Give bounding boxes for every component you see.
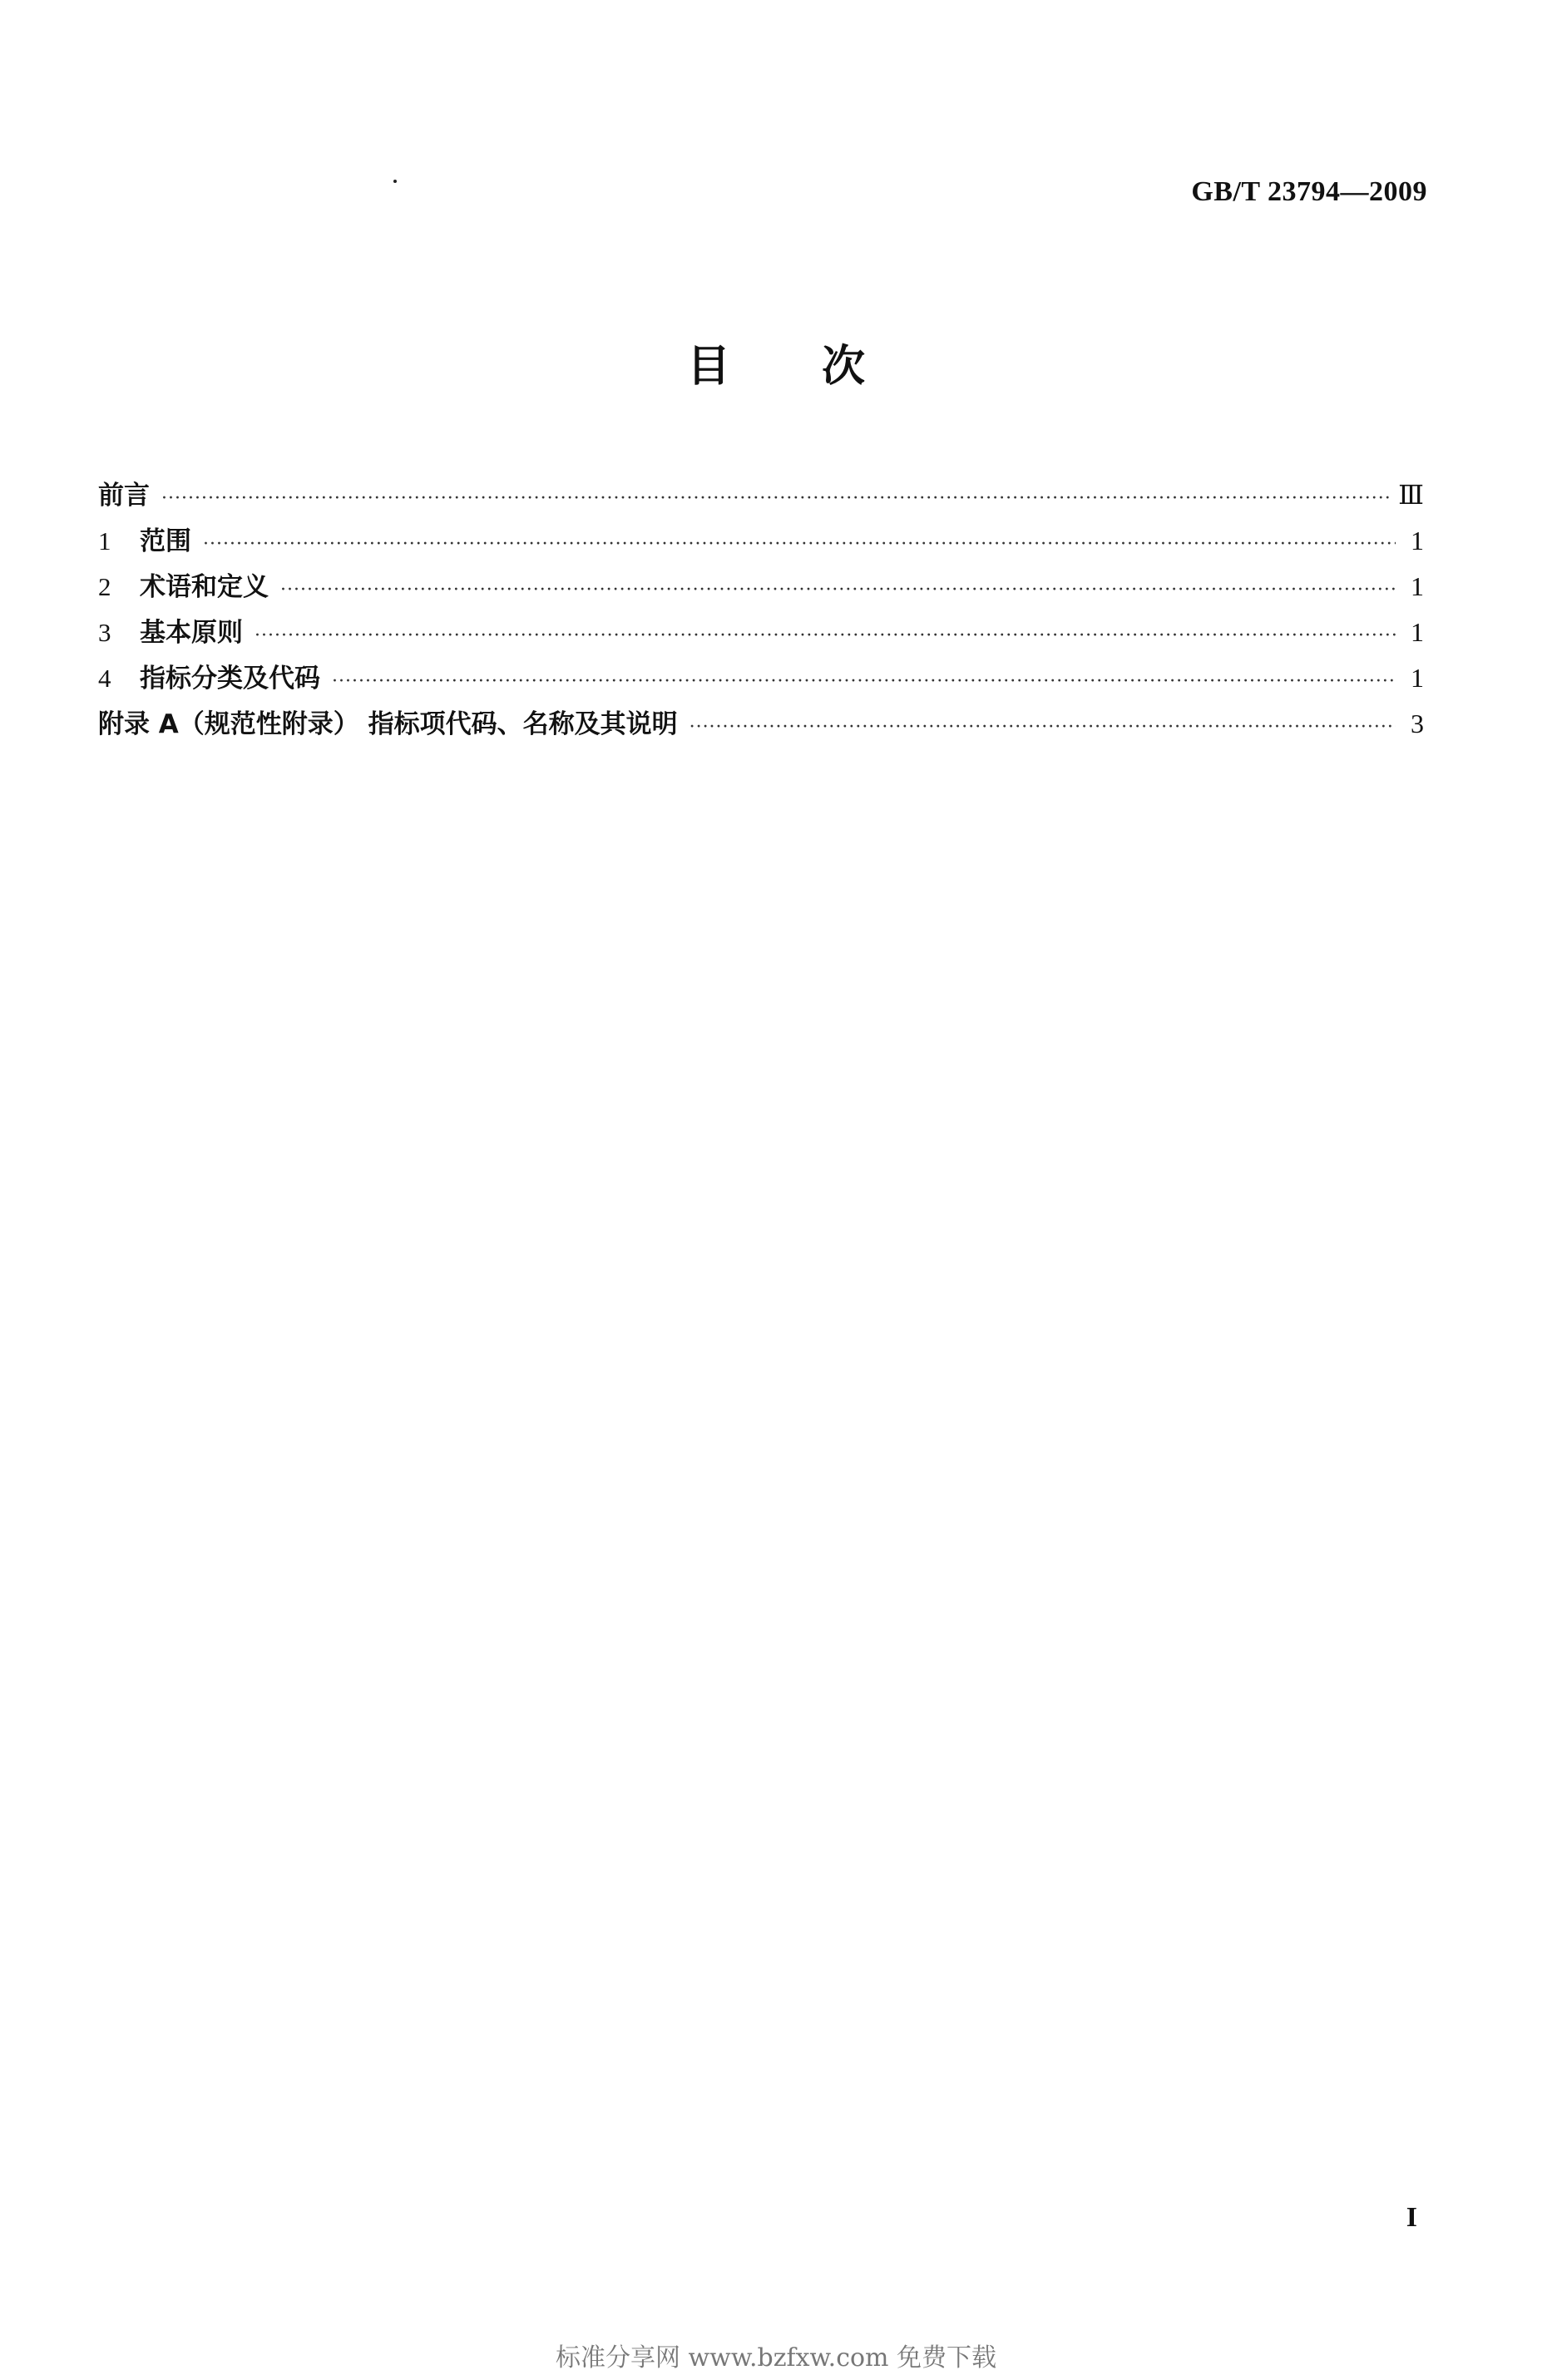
toc-entry-page: Ⅲ (1398, 480, 1424, 510)
page-number: I (1406, 2202, 1417, 2233)
toc-entry-principles[interactable] (98, 610, 1424, 655)
table-of-contents (98, 472, 1424, 747)
toc-leader-dots (332, 659, 1396, 704)
toc-title: 目次 (686, 342, 956, 392)
scan-speck (393, 180, 397, 183)
toc-leader-dots (203, 521, 1396, 567)
footer-watermark: 标准分享网 www.bzfxw.com 免费下载 (555, 2343, 997, 2373)
toc-entry-foreword[interactable] (98, 472, 1424, 518)
toc-entry-label: 3 基本原则 (98, 610, 243, 656)
toc-entry-label: 4 指标分类及代码 (98, 655, 320, 702)
toc-entry-label: 1 范围 (98, 518, 191, 565)
toc-entry-label: 附录 A（规范性附录） 指标项代码、名称及其说明 (98, 709, 678, 739)
toc-leader-dots (280, 567, 1396, 613)
toc-entry-appendix-a[interactable] (98, 701, 1424, 747)
toc-entry-number: 2 (98, 572, 111, 601)
toc-leader-dots (255, 613, 1396, 659)
toc-entry-classification[interactable] (98, 655, 1424, 701)
toc-leader-dots (690, 704, 1396, 750)
toc-entry-label: 前言 (98, 481, 150, 511)
toc-entry-label: 2 术语和定义 (98, 564, 269, 610)
toc-entry-page: 1 (1411, 526, 1424, 555)
toc-entry-number: 1 (98, 526, 111, 555)
toc-entry-page: 3 (1411, 709, 1424, 738)
toc-entry-page: 1 (1411, 617, 1424, 647)
toc-entry-number: 3 (98, 618, 111, 647)
toc-leader-dots (161, 476, 1391, 521)
toc-entry-scope[interactable] (98, 518, 1424, 564)
toc-entry-page: 1 (1411, 571, 1424, 601)
toc-entry-terms[interactable] (98, 564, 1424, 610)
standard-code: GB/T 23794—2009 (1191, 176, 1427, 207)
toc-entry-page: 1 (1411, 663, 1424, 693)
toc-entry-number: 4 (98, 664, 111, 693)
